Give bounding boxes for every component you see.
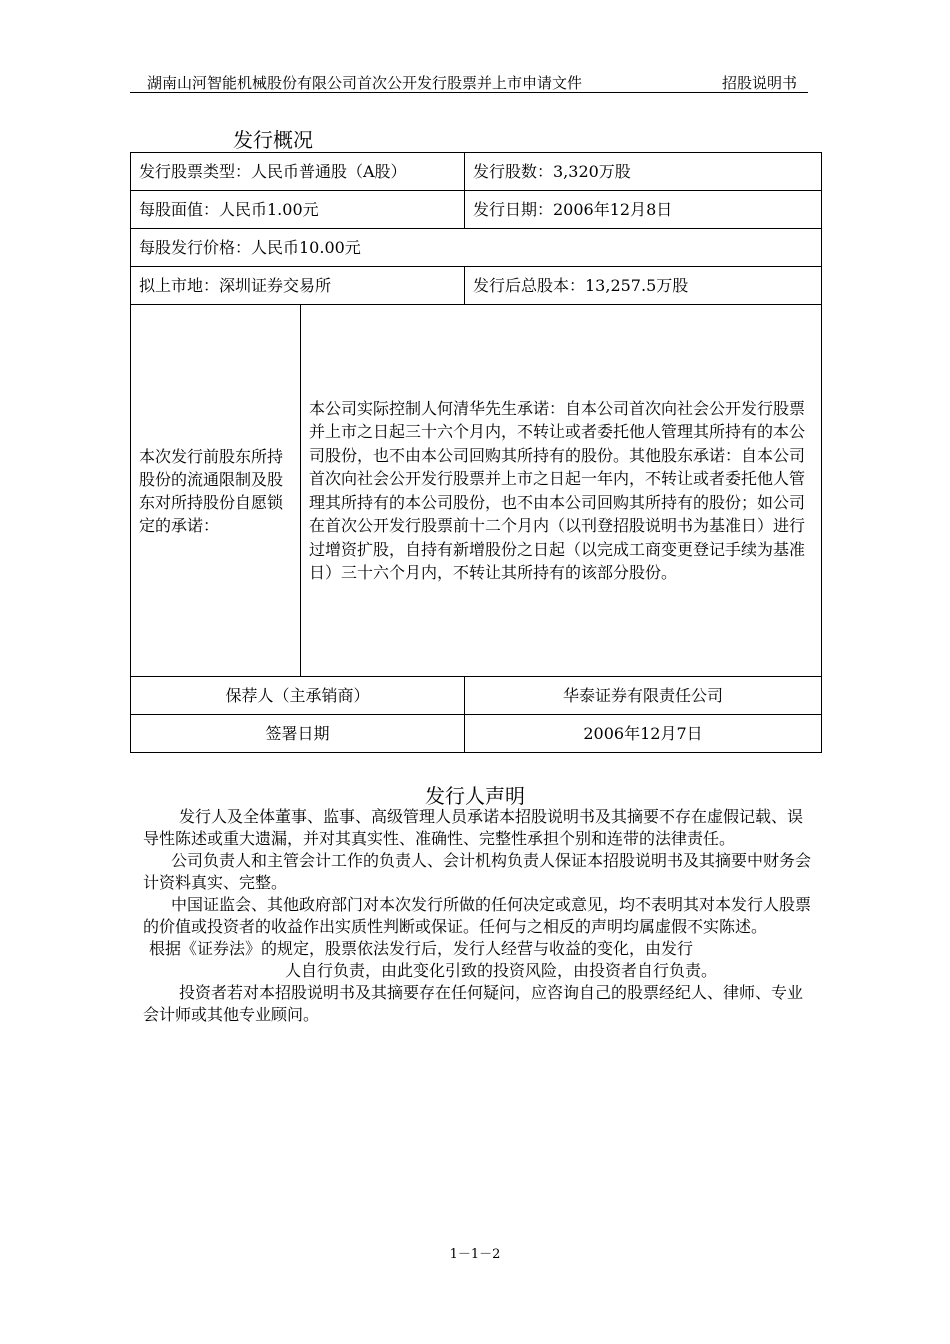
sign-date-label: 签署日期	[131, 715, 465, 753]
sign-date-value: 2006年12月7日	[465, 715, 822, 753]
overview-table	[130, 152, 822, 753]
par-value-cell: 每股面值：人民币1.00元	[131, 191, 465, 229]
table-row	[131, 153, 822, 191]
lockup-promise-text: 本公司实际控制人何清华先生承诺：自本公司首次向社会公开发行股票并上市之日起三十六个月内，不转让或者委托他人管理其所持有的本公司股份，也不由本公司回购其所持有的股份。其他股东承诺：自本公司首次向社会公开发行股票并上市之日起一年内，不转让或者委托他人管理其所持有的本公司股份，也不由本公司回购其所持有的股份；如公司在首次公开发行股票前十二个月内（以刊登招股说明书为基准日）进行过增资扩股，自持有新增股份之日起（以完成工商变更登记手续为基准日）三十六个月内，不转让其所持有的该部分股份。	[301, 305, 822, 677]
issue-count-cell: 发行股数：3,320万股	[465, 153, 822, 191]
table-row	[131, 229, 822, 267]
table-row	[131, 715, 822, 753]
declaration-paragraph-4	[143, 938, 813, 982]
header-document-type: 招股说明书	[722, 74, 798, 92]
declaration-title: 发行人声明	[425, 784, 525, 808]
lockup-promise-label: 本次发行前股东所持股份的流通限制及股东对所持股份自愿锁定的承诺：	[131, 305, 301, 677]
listing-place-cell: 拟上市地：深圳证券交易所	[131, 267, 465, 305]
issue-date-cell: 发行日期：2006年12月8日	[465, 191, 822, 229]
declaration-paragraph-5: 投资者若对本招股说明书及其摘要存在任何疑问，应咨询自己的股票经纪人、律师、专业会计师或其他专业顾问。	[143, 983, 804, 1024]
header-document-title: 湖南山河智能机械股份有限公司首次公开发行股票并上市申请文件	[147, 74, 583, 92]
sponsor-value: 华泰证券有限责任公司	[465, 677, 822, 715]
total-shares-cell: 发行后总股本：13,257.5万股	[465, 267, 822, 305]
sponsor-label: 保荐人（主承销商）	[131, 677, 465, 715]
table-row	[131, 677, 822, 715]
table-row	[131, 191, 822, 229]
table-row	[131, 305, 822, 677]
header-divider	[130, 92, 808, 93]
declaration-paragraph-2: 公司负责人和主管会计工作的负责人、会计机构负责人保证本招股说明书及其摘要中财务会计资料真实、完整。	[143, 851, 812, 892]
declaration-paragraph-4-line-2: 人自行负责，由此变化引致的投资风险，由投资者自行负责。	[285, 961, 718, 980]
declaration-body	[143, 806, 813, 1026]
overview-title: 发行概况	[233, 128, 313, 152]
stock-type-cell: 发行股票类型：人民币普通股（A股）	[131, 153, 465, 191]
issue-price-cell: 每股发行价格：人民币10.00元	[131, 229, 822, 267]
page-number: 1－1－2	[449, 1247, 501, 1262]
declaration-paragraph-1: 发行人及全体董事、监事、高级管理人员承诺本招股说明书及其摘要不存在虚假记载、误导性陈述或重大遗漏，并对其真实性、准确性、完整性承担个别和连带的法律责任。	[143, 807, 804, 848]
declaration-paragraph-3: 中国证监会、其他政府部门对本次发行所做的任何决定或意见，均不表明其对本发行人股票的价值或投资者的收益作出实质性判断或保证。任何与之相反的声明均属虚假不实陈述。	[143, 895, 812, 936]
table-row	[131, 267, 822, 305]
declaration-paragraph-4-line-1: 根据《证券法》的规定，股票依法发行后，发行人经营与收益的变化，由发行	[149, 939, 694, 958]
